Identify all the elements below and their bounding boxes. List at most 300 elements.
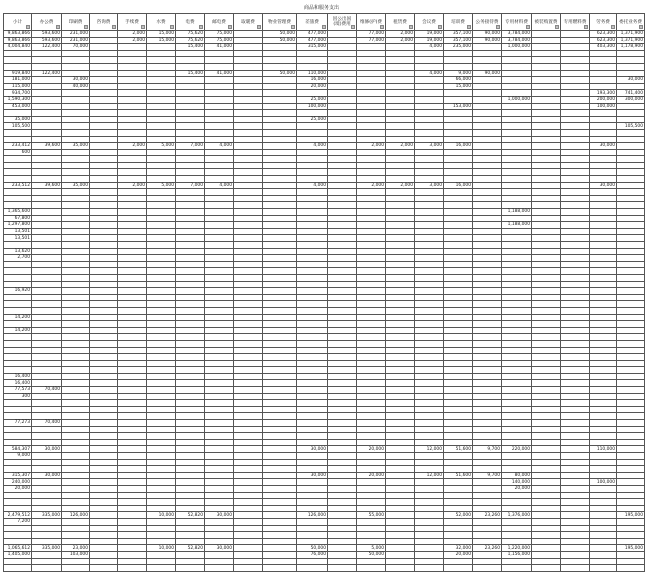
table-cell[interactable] — [328, 156, 357, 163]
table-cell[interactable] — [357, 228, 386, 235]
table-cell[interactable] — [263, 215, 297, 222]
table-cell[interactable] — [234, 347, 263, 354]
table-cell[interactable] — [590, 393, 617, 400]
table-cell[interactable]: 477,000 — [297, 37, 328, 44]
table-cell[interactable] — [234, 281, 263, 288]
table-cell[interactable] — [386, 189, 415, 196]
table-cell[interactable] — [561, 314, 590, 321]
table-cell[interactable] — [357, 96, 386, 103]
table-cell[interactable]: 13,620 — [4, 248, 32, 255]
table-cell[interactable] — [473, 334, 502, 341]
table-cell[interactable] — [415, 373, 444, 380]
table-cell[interactable] — [328, 222, 357, 229]
table-cell[interactable] — [561, 149, 590, 156]
table-cell[interactable] — [147, 44, 176, 51]
table-cell[interactable]: 23,000 — [62, 545, 90, 552]
table-cell[interactable] — [415, 321, 444, 328]
table-cell[interactable] — [473, 182, 502, 189]
table-cell[interactable] — [147, 538, 176, 545]
table-cell[interactable] — [147, 479, 176, 486]
table-cell[interactable] — [617, 387, 645, 394]
table-cell[interactable]: 193,300 — [590, 90, 617, 97]
table-cell[interactable] — [62, 327, 90, 334]
table-cell[interactable] — [90, 274, 118, 281]
table-cell[interactable] — [147, 162, 176, 169]
table-cell[interactable] — [357, 110, 386, 117]
table-cell[interactable] — [297, 301, 328, 308]
table-cell[interactable] — [147, 446, 176, 453]
table-cell[interactable] — [234, 492, 263, 499]
table-cell[interactable] — [357, 149, 386, 156]
table-cell[interactable]: 1,188,000 — [502, 222, 532, 229]
table-cell[interactable] — [502, 116, 532, 123]
table-cell[interactable] — [32, 499, 62, 506]
table-cell[interactable] — [234, 446, 263, 453]
table-cell[interactable] — [234, 77, 263, 84]
table-cell[interactable] — [561, 558, 590, 565]
table-cell[interactable] — [263, 129, 297, 136]
table-cell[interactable] — [328, 307, 357, 314]
table-cell[interactable] — [32, 538, 62, 545]
table-cell[interactable]: 2,479,512 — [4, 512, 32, 519]
table-cell[interactable] — [386, 472, 415, 479]
table-cell[interactable] — [532, 327, 561, 334]
table-cell[interactable] — [473, 327, 502, 334]
table-cell[interactable] — [386, 479, 415, 486]
table-cell[interactable] — [297, 274, 328, 281]
table-cell[interactable] — [532, 169, 561, 176]
filter-dropdown-icon[interactable]: ▾ — [27, 25, 29, 29]
table-cell[interactable] — [4, 281, 32, 288]
table-cell[interactable] — [590, 413, 617, 420]
table-cell[interactable]: 10,000 — [147, 545, 176, 552]
table-cell[interactable] — [561, 228, 590, 235]
table-cell[interactable] — [502, 50, 532, 57]
table-cell[interactable] — [90, 129, 118, 136]
column-header[interactable] — [590, 14, 617, 31]
table-cell[interactable] — [561, 466, 590, 473]
table-cell[interactable] — [386, 499, 415, 506]
table-cell[interactable] — [386, 70, 415, 77]
table-cell[interactable] — [263, 413, 297, 420]
table-cell[interactable] — [415, 83, 444, 90]
table-cell[interactable] — [176, 453, 205, 460]
table-cell[interactable] — [297, 314, 328, 321]
table-cell[interactable] — [444, 261, 473, 268]
table-cell[interactable] — [328, 545, 357, 552]
table-cell[interactable] — [62, 565, 90, 572]
table-cell[interactable] — [473, 380, 502, 387]
column-header[interactable] — [263, 14, 297, 31]
column-header[interactable] — [32, 14, 62, 31]
table-cell[interactable] — [617, 129, 645, 136]
table-cell[interactable] — [328, 360, 357, 367]
table-cell[interactable] — [561, 189, 590, 196]
table-cell[interactable] — [590, 466, 617, 473]
table-cell[interactable] — [147, 565, 176, 572]
table-cell[interactable] — [617, 360, 645, 367]
table-cell[interactable] — [90, 314, 118, 321]
table-cell[interactable] — [118, 518, 147, 525]
table-cell[interactable] — [234, 235, 263, 242]
table-cell[interactable] — [386, 426, 415, 433]
table-cell[interactable] — [176, 472, 205, 479]
table-cell[interactable] — [444, 162, 473, 169]
table-cell[interactable] — [357, 327, 386, 334]
table-cell[interactable]: 300,000 — [617, 96, 645, 103]
table-cell[interactable]: 51,600 — [444, 472, 473, 479]
table-cell[interactable] — [90, 123, 118, 130]
table-cell[interactable] — [532, 472, 561, 479]
table-cell[interactable] — [386, 413, 415, 420]
table-cell[interactable] — [473, 235, 502, 242]
table-cell[interactable] — [32, 255, 62, 262]
table-cell[interactable] — [90, 156, 118, 163]
table-cell[interactable] — [561, 499, 590, 506]
table-cell[interactable] — [386, 235, 415, 242]
table-cell[interactable] — [502, 393, 532, 400]
table-cell[interactable] — [234, 485, 263, 492]
table-cell[interactable] — [502, 558, 532, 565]
table-cell[interactable]: 233,412 — [4, 143, 32, 150]
table-cell[interactable] — [205, 380, 234, 387]
table-cell[interactable] — [176, 195, 205, 202]
table-cell[interactable] — [205, 433, 234, 440]
table-cell[interactable] — [90, 215, 118, 222]
table-cell[interactable] — [176, 189, 205, 196]
table-cell[interactable] — [590, 360, 617, 367]
table-cell[interactable] — [532, 439, 561, 446]
table-cell[interactable] — [357, 393, 386, 400]
table-cell[interactable] — [62, 156, 90, 163]
table-cell[interactable]: 233,512 — [4, 182, 32, 189]
table-cell[interactable] — [561, 446, 590, 453]
table-cell[interactable]: 66,000 — [444, 77, 473, 84]
table-cell[interactable] — [62, 393, 90, 400]
table-cell[interactable]: 2,000 — [386, 37, 415, 44]
table-cell[interactable] — [205, 110, 234, 117]
table-cell[interactable] — [147, 195, 176, 202]
table-cell[interactable] — [444, 525, 473, 532]
table-cell[interactable] — [234, 182, 263, 189]
table-cell[interactable] — [62, 558, 90, 565]
table-cell[interactable] — [473, 565, 502, 572]
table-cell[interactable] — [415, 268, 444, 275]
column-header[interactable] — [147, 14, 176, 31]
table-cell[interactable] — [147, 518, 176, 525]
column-header[interactable] — [62, 14, 90, 31]
table-cell[interactable]: 1,371,900 — [617, 37, 645, 44]
table-cell[interactable] — [263, 446, 297, 453]
table-cell[interactable] — [118, 485, 147, 492]
table-cell[interactable] — [62, 248, 90, 255]
table-cell[interactable] — [561, 512, 590, 519]
table-cell[interactable] — [297, 505, 328, 512]
table-cell[interactable] — [386, 103, 415, 110]
filter-dropdown-icon[interactable]: ▾ — [142, 25, 144, 29]
table-cell[interactable] — [297, 538, 328, 545]
table-cell[interactable] — [357, 347, 386, 354]
table-cell[interactable] — [147, 340, 176, 347]
table-cell[interactable] — [590, 387, 617, 394]
table-cell[interactable] — [297, 156, 328, 163]
table-cell[interactable] — [617, 439, 645, 446]
table-cell[interactable] — [561, 136, 590, 143]
table-cell[interactable] — [4, 176, 32, 183]
table-cell[interactable]: 23,260 — [473, 545, 502, 552]
table-cell[interactable] — [532, 426, 561, 433]
table-cell[interactable] — [590, 321, 617, 328]
table-cell[interactable] — [62, 314, 90, 321]
table-cell[interactable] — [590, 110, 617, 117]
table-cell[interactable] — [263, 301, 297, 308]
table-cell[interactable] — [263, 426, 297, 433]
table-cell[interactable] — [502, 156, 532, 163]
table-cell[interactable]: 30,000 — [297, 446, 328, 453]
table-cell[interactable] — [62, 255, 90, 262]
table-cell[interactable]: 50,000 — [357, 551, 386, 558]
table-cell[interactable] — [386, 307, 415, 314]
table-cell[interactable] — [617, 195, 645, 202]
table-cell[interactable] — [590, 195, 617, 202]
table-cell[interactable] — [4, 426, 32, 433]
table-cell[interactable]: 2,000 — [118, 182, 147, 189]
table-cell[interactable] — [590, 162, 617, 169]
table-cell[interactable] — [32, 340, 62, 347]
table-cell[interactable] — [176, 222, 205, 229]
table-cell[interactable] — [357, 215, 386, 222]
table-cell[interactable] — [532, 255, 561, 262]
table-cell[interactable] — [263, 360, 297, 367]
table-cell[interactable] — [532, 301, 561, 308]
table-cell[interactable] — [118, 57, 147, 64]
table-cell[interactable] — [4, 169, 32, 176]
table-cell[interactable] — [444, 215, 473, 222]
table-cell[interactable] — [444, 518, 473, 525]
table-cell[interactable] — [473, 77, 502, 84]
table-cell[interactable] — [357, 453, 386, 460]
table-cell[interactable] — [415, 314, 444, 321]
table-cell[interactable] — [32, 479, 62, 486]
table-cell[interactable] — [590, 77, 617, 84]
table-cell[interactable] — [263, 123, 297, 130]
table-cell[interactable] — [176, 413, 205, 420]
table-cell[interactable]: 9,863,866 — [4, 31, 32, 38]
table-cell[interactable] — [32, 129, 62, 136]
table-cell[interactable]: 30,000 — [62, 77, 90, 84]
table-cell[interactable] — [205, 420, 234, 427]
table-cell[interactable] — [32, 202, 62, 209]
table-cell[interactable] — [205, 307, 234, 314]
table-cell[interactable] — [118, 96, 147, 103]
table-cell[interactable] — [617, 380, 645, 387]
table-cell[interactable] — [205, 222, 234, 229]
table-cell[interactable] — [502, 202, 532, 209]
table-cell[interactable]: 50,000 — [263, 70, 297, 77]
table-cell[interactable] — [32, 406, 62, 413]
table-cell[interactable] — [617, 156, 645, 163]
table-cell[interactable] — [176, 327, 205, 334]
table-cell[interactable] — [590, 334, 617, 341]
table-cell[interactable] — [357, 274, 386, 281]
table-cell[interactable] — [617, 340, 645, 347]
table-cell[interactable] — [590, 347, 617, 354]
table-cell[interactable] — [386, 136, 415, 143]
table-cell[interactable] — [118, 360, 147, 367]
table-cell[interactable] — [357, 209, 386, 216]
table-cell[interactable] — [473, 426, 502, 433]
table-cell[interactable] — [386, 327, 415, 334]
table-cell[interactable] — [118, 439, 147, 446]
table-cell[interactable] — [4, 261, 32, 268]
table-cell[interactable] — [328, 479, 357, 486]
table-cell[interactable] — [62, 222, 90, 229]
table-cell[interactable] — [263, 538, 297, 545]
table-cell[interactable] — [357, 63, 386, 70]
table-cell[interactable] — [176, 202, 205, 209]
table-cell[interactable] — [32, 83, 62, 90]
table-cell[interactable] — [532, 551, 561, 558]
table-cell[interactable] — [502, 103, 532, 110]
table-cell[interactable]: 1,590,300 — [4, 96, 32, 103]
table-cell[interactable] — [118, 459, 147, 466]
table-cell[interactable]: 19,000 — [415, 31, 444, 38]
table-cell[interactable]: 16,000 — [297, 77, 328, 84]
table-cell[interactable] — [328, 149, 357, 156]
table-cell[interactable] — [147, 228, 176, 235]
table-cell[interactable]: 4,000 — [205, 143, 234, 150]
table-cell[interactable] — [415, 354, 444, 361]
table-cell[interactable] — [147, 380, 176, 387]
table-cell[interactable] — [234, 360, 263, 367]
table-cell[interactable] — [473, 209, 502, 216]
column-header[interactable] — [357, 14, 386, 31]
table-cell[interactable]: 30,000 — [205, 512, 234, 519]
table-cell[interactable] — [118, 255, 147, 262]
table-cell[interactable] — [561, 327, 590, 334]
table-cell[interactable] — [62, 209, 90, 216]
table-cell[interactable] — [502, 248, 532, 255]
table-cell[interactable] — [147, 242, 176, 249]
table-cell[interactable] — [90, 334, 118, 341]
table-cell[interactable] — [444, 129, 473, 136]
table-cell[interactable] — [118, 162, 147, 169]
table-cell[interactable] — [328, 228, 357, 235]
table-cell[interactable] — [532, 307, 561, 314]
table-cell[interactable] — [386, 492, 415, 499]
table-cell[interactable] — [357, 321, 386, 328]
table-cell[interactable] — [617, 162, 645, 169]
filter-dropdown-icon[interactable]: ▾ — [585, 25, 587, 29]
table-cell[interactable] — [386, 110, 415, 117]
table-cell[interactable] — [263, 195, 297, 202]
table-cell[interactable] — [90, 143, 118, 150]
column-header[interactable] — [561, 14, 590, 31]
table-cell[interactable] — [118, 228, 147, 235]
table-cell[interactable]: 593,600 — [32, 37, 62, 44]
table-cell[interactable] — [205, 209, 234, 216]
table-cell[interactable] — [328, 261, 357, 268]
table-cell[interactable] — [386, 215, 415, 222]
table-cell[interactable] — [415, 248, 444, 255]
table-cell[interactable] — [328, 367, 357, 374]
table-cell[interactable] — [415, 433, 444, 440]
table-cell[interactable] — [118, 334, 147, 341]
table-cell[interactable] — [473, 274, 502, 281]
table-cell[interactable] — [532, 288, 561, 295]
table-cell[interactable] — [62, 215, 90, 222]
table-cell[interactable] — [176, 505, 205, 512]
table-cell[interactable] — [328, 116, 357, 123]
table-cell[interactable] — [297, 393, 328, 400]
table-cell[interactable] — [561, 215, 590, 222]
table-cell[interactable]: 50,000 — [297, 545, 328, 552]
table-cell[interactable] — [32, 551, 62, 558]
table-cell[interactable] — [617, 505, 645, 512]
table-cell[interactable] — [205, 149, 234, 156]
table-cell[interactable] — [234, 149, 263, 156]
table-cell[interactable] — [532, 228, 561, 235]
table-cell[interactable] — [205, 136, 234, 143]
table-cell[interactable] — [415, 96, 444, 103]
table-cell[interactable] — [590, 129, 617, 136]
table-cell[interactable] — [32, 281, 62, 288]
table-cell[interactable] — [90, 327, 118, 334]
table-cell[interactable] — [90, 255, 118, 262]
table-cell[interactable] — [590, 327, 617, 334]
table-cell[interactable] — [561, 380, 590, 387]
table-cell[interactable] — [532, 248, 561, 255]
table-cell[interactable] — [62, 340, 90, 347]
table-cell[interactable] — [590, 340, 617, 347]
filter-dropdown-icon[interactable]: ▾ — [200, 25, 202, 29]
table-cell[interactable]: 584,307 — [4, 446, 32, 453]
table-cell[interactable] — [118, 466, 147, 473]
table-cell[interactable] — [590, 209, 617, 216]
table-cell[interactable]: 195,000 — [617, 512, 645, 519]
table-cell[interactable] — [561, 143, 590, 150]
table-cell[interactable]: 10,000 — [147, 512, 176, 519]
table-cell[interactable] — [234, 551, 263, 558]
table-cell[interactable] — [176, 162, 205, 169]
table-cell[interactable] — [590, 242, 617, 249]
table-cell[interactable] — [590, 156, 617, 163]
table-cell[interactable] — [234, 354, 263, 361]
table-cell[interactable] — [234, 499, 263, 506]
table-cell[interactable] — [4, 274, 32, 281]
table-cell[interactable] — [263, 485, 297, 492]
table-cell[interactable] — [561, 413, 590, 420]
table-cell[interactable] — [62, 459, 90, 466]
table-cell[interactable] — [590, 545, 617, 552]
table-cell[interactable] — [444, 367, 473, 374]
table-cell[interactable] — [147, 459, 176, 466]
table-cell[interactable] — [234, 393, 263, 400]
table-cell[interactable] — [386, 334, 415, 341]
table-cell[interactable] — [532, 189, 561, 196]
table-cell[interactable] — [590, 532, 617, 539]
table-cell[interactable] — [263, 202, 297, 209]
table-cell[interactable] — [415, 136, 444, 143]
table-cell[interactable] — [263, 57, 297, 64]
table-cell[interactable] — [90, 96, 118, 103]
table-cell[interactable] — [473, 499, 502, 506]
table-cell[interactable] — [357, 340, 386, 347]
table-cell[interactable] — [617, 433, 645, 440]
table-cell[interactable] — [532, 485, 561, 492]
table-cell[interactable] — [297, 558, 328, 565]
table-cell[interactable] — [297, 499, 328, 506]
